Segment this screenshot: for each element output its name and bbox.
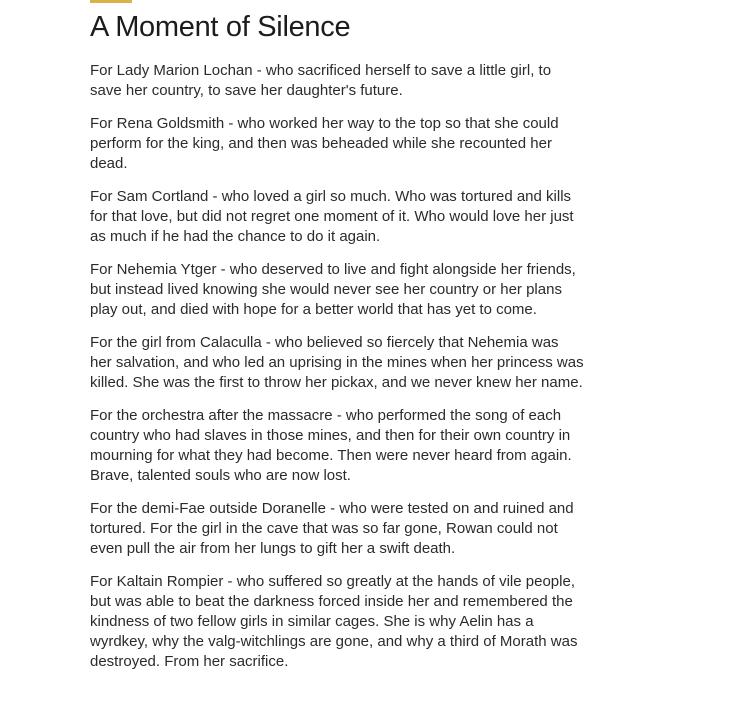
paragraph-line: wyrdkey, why the valg-witchlings are gone, and why a third of Morath was [90, 633, 578, 650]
tribute-list [90, 61, 690, 672]
paragraph-line: her salvation, and who led an uprising in the mines when her princess was [90, 354, 584, 371]
paragraph-line: For the orchestra after the massacre - who performed the song of each [90, 407, 562, 424]
paragraph-line: perform for the king, and then was beheaded while she recounted her [90, 135, 552, 152]
page-title: A Moment of Silence [90, 11, 351, 43]
paragraph-line: for that love, but did not regret one moment of it. Who would love her just [90, 208, 574, 225]
paragraph-line: Brave, talented souls who are now lost. [90, 467, 351, 484]
tribute-paragraph [90, 187, 690, 247]
paragraph-line: tortured. For the girl in the cave that was so far gone, Rowan could not [90, 520, 558, 537]
document-page [90, 0, 690, 685]
tribute-paragraph [90, 499, 690, 559]
paragraph-line: For the demi-Fae outside Doranelle - who were tested on and ruined and [90, 500, 574, 517]
tribute-paragraph [90, 406, 690, 486]
tribute-paragraph [90, 333, 690, 393]
paragraph-line: even pull the air from her lungs to gift her a swift death. [90, 540, 456, 557]
paragraph-line: For Sam Cortland - who loved a girl so much. Who was tortured and kills [90, 188, 572, 205]
paragraph-line: For Nehemia Ytger - who deserved to live and fight alongside her friends, [90, 261, 576, 278]
tribute-paragraph [90, 61, 690, 101]
paragraph-line: but instead lived knowing she would never see her country or her plans [90, 281, 562, 298]
paragraph-line: For Lady Marion Lochan - who sacrificed herself to save a little girl, to [90, 62, 552, 79]
paragraph-line: mourning for what they had become. Then were never heard from again. [90, 447, 572, 464]
tribute-paragraph [90, 260, 690, 320]
paragraph-line: For the girl from Calaculla - who believed so fiercely that Nehemia was [90, 334, 559, 351]
accent-bar [90, 0, 132, 3]
tribute-paragraph [90, 572, 690, 672]
tribute-paragraph [90, 114, 690, 174]
paragraph-line: kindness of two fellow girls in similar cages. She is why Aelin has a [90, 613, 534, 630]
paragraph-line: play out, and died with hope for a better world that has yet to come. [90, 301, 537, 318]
paragraph-line: country who had slaves in those mines, and then for their own country in [90, 427, 571, 444]
paragraph-line: as much if he had the chance to do it again. [90, 228, 381, 245]
paragraph-line: killed. She was the first to throw her pickax, and we never knew her name. [90, 374, 583, 391]
paragraph-line: destroyed. From her sacrifice. [90, 653, 289, 670]
paragraph-line: For Rena Goldsmith - who worked her way to the top so that she could [90, 115, 559, 132]
paragraph-line: but was able to beat the darkness forced inside her and remembered the [90, 593, 573, 610]
paragraph-line: For Kaltain Rompier - who suffered so greatly at the hands of vile people, [90, 573, 575, 590]
paragraph-line: save her country, to save her daughter's future. [90, 82, 403, 99]
paragraph-line: dead. [90, 155, 128, 172]
